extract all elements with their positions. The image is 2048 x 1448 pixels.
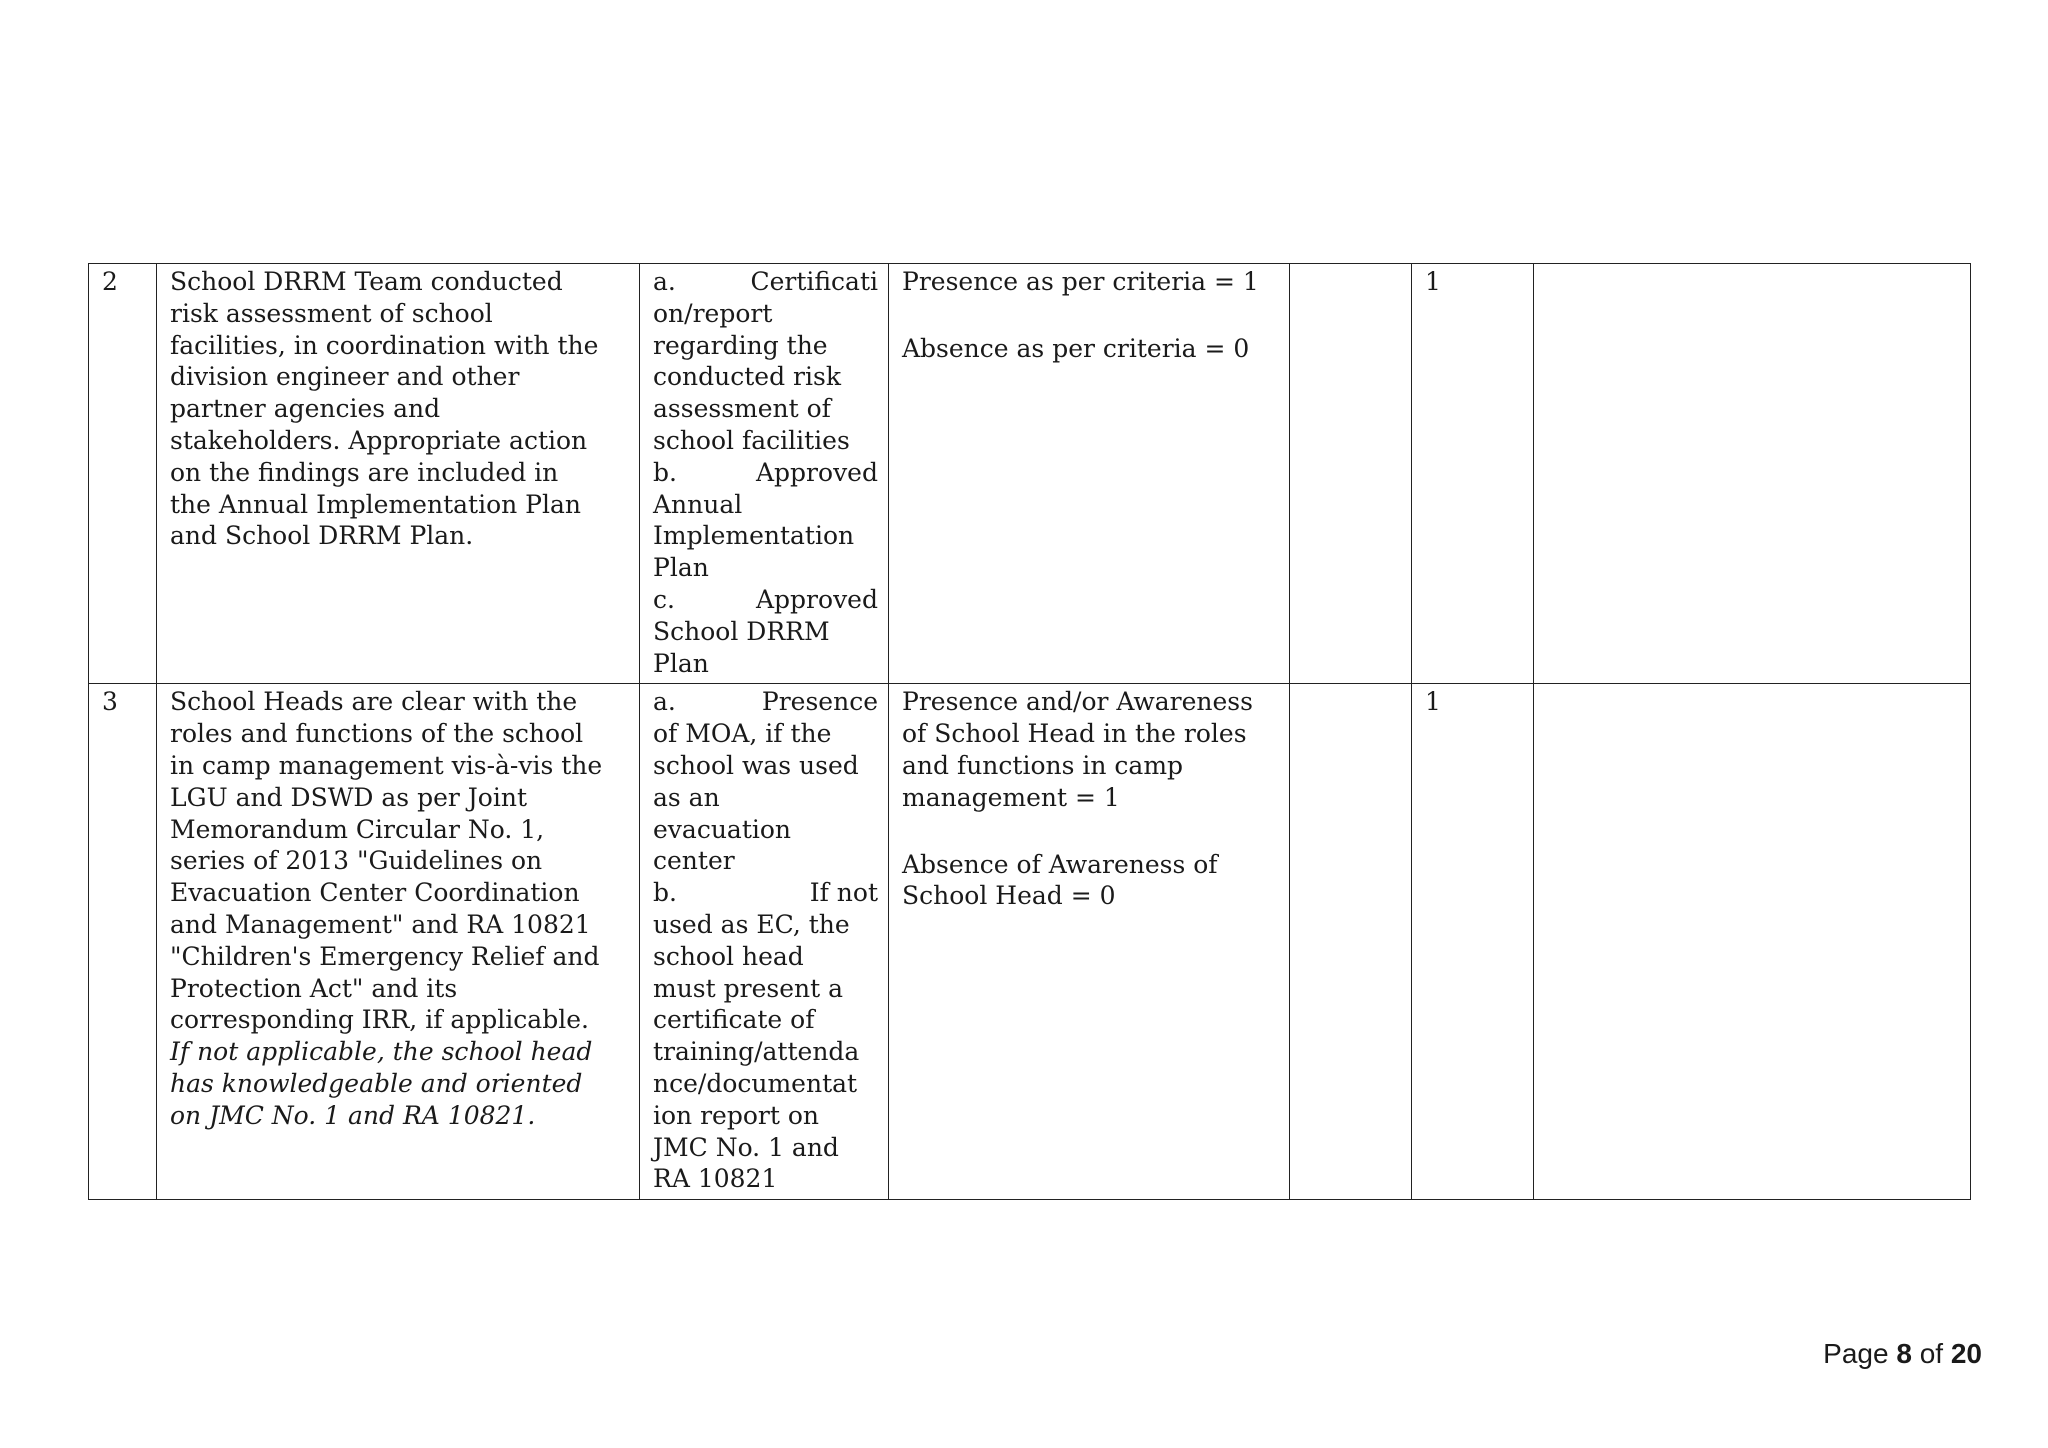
indicator-italic-line: If not applicable, the school head [170, 1037, 593, 1067]
mov-line: school facilities [653, 425, 850, 455]
criteria-line: and functions in camp [902, 750, 1184, 780]
indicator-line: Evacuation Center Coordination [170, 878, 580, 908]
item-number: 2 [102, 267, 118, 296]
criteria-line: Absence as per criteria = 0 [902, 333, 1250, 363]
remarks-cell [1534, 264, 1971, 684]
mov-marker: a. [653, 687, 676, 717]
blank-score-cell [1290, 684, 1412, 1200]
indicator-line: the Annual Implementation Plan [170, 489, 581, 519]
indicator-line: School Heads are clear with the [170, 687, 578, 717]
mov-line: Implementation [653, 521, 855, 551]
indicator-line: division engineer and other [170, 362, 520, 392]
mov-item-a-first-line [653, 266, 878, 298]
page-number [1823, 1338, 1982, 1370]
indicator-cell [157, 264, 640, 684]
mov-first-word: Approved [756, 584, 878, 614]
means-of-verification-cell [640, 264, 889, 684]
mov-item-c-first-line [653, 584, 878, 616]
mov-first-word: Presence [761, 687, 878, 717]
indicator-line: in camp management vis-à-vis the [170, 750, 603, 780]
mov-line: regarding the [653, 330, 828, 360]
assessment-table [88, 263, 1971, 1200]
mov-marker: c. [653, 584, 675, 614]
scoring-criteria-cell [889, 264, 1290, 684]
points-value: 1 [1425, 267, 1441, 296]
current-page: 8 [1896, 1338, 1912, 1369]
mov-line: ion report on [653, 1100, 819, 1130]
mov-line: as an [653, 782, 720, 812]
total-pages: 20 [1950, 1338, 1982, 1369]
mov-marker: a. [653, 267, 676, 296]
mov-first-word: Approved [756, 457, 878, 487]
of-word: of [1919, 1338, 1944, 1369]
indicator-italic-line: on JMC No. 1 and RA 10821. [170, 1100, 536, 1130]
mov-line: Annual [653, 489, 743, 519]
mov-line: on/report [653, 298, 773, 328]
indicator-line: corresponding IRR, if applicable. [170, 1005, 589, 1035]
indicator-line: risk assessment of school [170, 298, 493, 328]
mov-first-word: Certificati [750, 267, 878, 296]
indicator-line: Protection Act" and its [170, 973, 458, 1003]
mov-line: Plan [653, 648, 709, 678]
item-number: 3 [102, 687, 118, 717]
criteria-line: Presence and/or Awareness [902, 687, 1253, 717]
criteria-line: Presence as per criteria = 1 [902, 267, 1259, 296]
mov-line: school was used [653, 750, 859, 780]
mov-line: used as EC, the [653, 909, 850, 939]
mov-item-b-first-line [653, 877, 878, 909]
blank-score-cell [1290, 264, 1412, 684]
points-value: 1 [1425, 687, 1441, 717]
mov-line: center [653, 846, 735, 876]
mov-line: assessment of [653, 394, 831, 424]
remarks-cell [1534, 684, 1971, 1200]
item-number-cell [89, 264, 157, 684]
scoring-criteria-cell [889, 684, 1290, 1200]
table-row [89, 684, 1971, 1200]
mov-line: Plan [653, 553, 709, 583]
criteria-spacer [902, 298, 1279, 333]
indicator-cell [157, 684, 640, 1200]
points-cell [1412, 684, 1534, 1200]
indicator-line: and Management" and RA 10821 [170, 909, 591, 939]
page-word: Page [1823, 1338, 1889, 1369]
indicator-line: LGU and DSWD as per Joint [170, 782, 527, 812]
means-of-verification-cell [640, 684, 889, 1200]
criteria-line: Absence of Awareness of [902, 849, 1218, 879]
mov-first-word: If not [809, 878, 878, 908]
indicator-line: "Children's Emergency Relief and [170, 941, 600, 971]
mov-line: school head [653, 941, 804, 971]
mov-item-a-first-line [653, 686, 878, 718]
criteria-line: management = 1 [902, 782, 1120, 812]
mov-line: nce/documentat [653, 1068, 858, 1098]
mov-line: certificate of [653, 1005, 815, 1035]
indicator-line: on the findings are included in [170, 457, 559, 487]
criteria-line: of School Head in the roles [902, 719, 1247, 749]
mov-marker: b. [653, 457, 677, 487]
indicator-line: roles and functions of the school [170, 719, 584, 749]
mov-item-b-first-line [653, 457, 878, 489]
mov-line: conducted risk [653, 362, 841, 392]
mov-line: evacuation [653, 814, 792, 844]
mov-line: RA 10821 [653, 1164, 778, 1194]
criteria-line: School Head = 0 [902, 881, 1116, 911]
mov-line: JMC No. 1 and [653, 1132, 839, 1162]
mov-line: must present a [653, 973, 844, 1003]
indicator-line: facilities, in coordination with the [170, 330, 599, 360]
indicator-line: series of 2013 "Guidelines on [170, 846, 543, 876]
mov-line: of MOA, if the [653, 719, 832, 749]
criteria-spacer [902, 814, 1279, 849]
indicator-line: School DRRM Team conducted [170, 267, 563, 296]
indicator-italic-line: has knowledgeable and oriented [170, 1068, 583, 1098]
points-cell [1412, 264, 1534, 684]
indicator-line: stakeholders. Appropriate action [170, 425, 588, 455]
mov-line: School DRRM [653, 616, 830, 646]
item-number-cell [89, 684, 157, 1200]
table-row [89, 264, 1971, 684]
indicator-line: partner agencies and [170, 394, 441, 424]
indicator-line: and School DRRM Plan. [170, 521, 474, 551]
mov-line: training/attenda [653, 1037, 860, 1067]
indicator-line: Memorandum Circular No. 1, [170, 814, 545, 844]
table-body [89, 264, 1971, 1200]
mov-marker: b. [653, 878, 677, 908]
